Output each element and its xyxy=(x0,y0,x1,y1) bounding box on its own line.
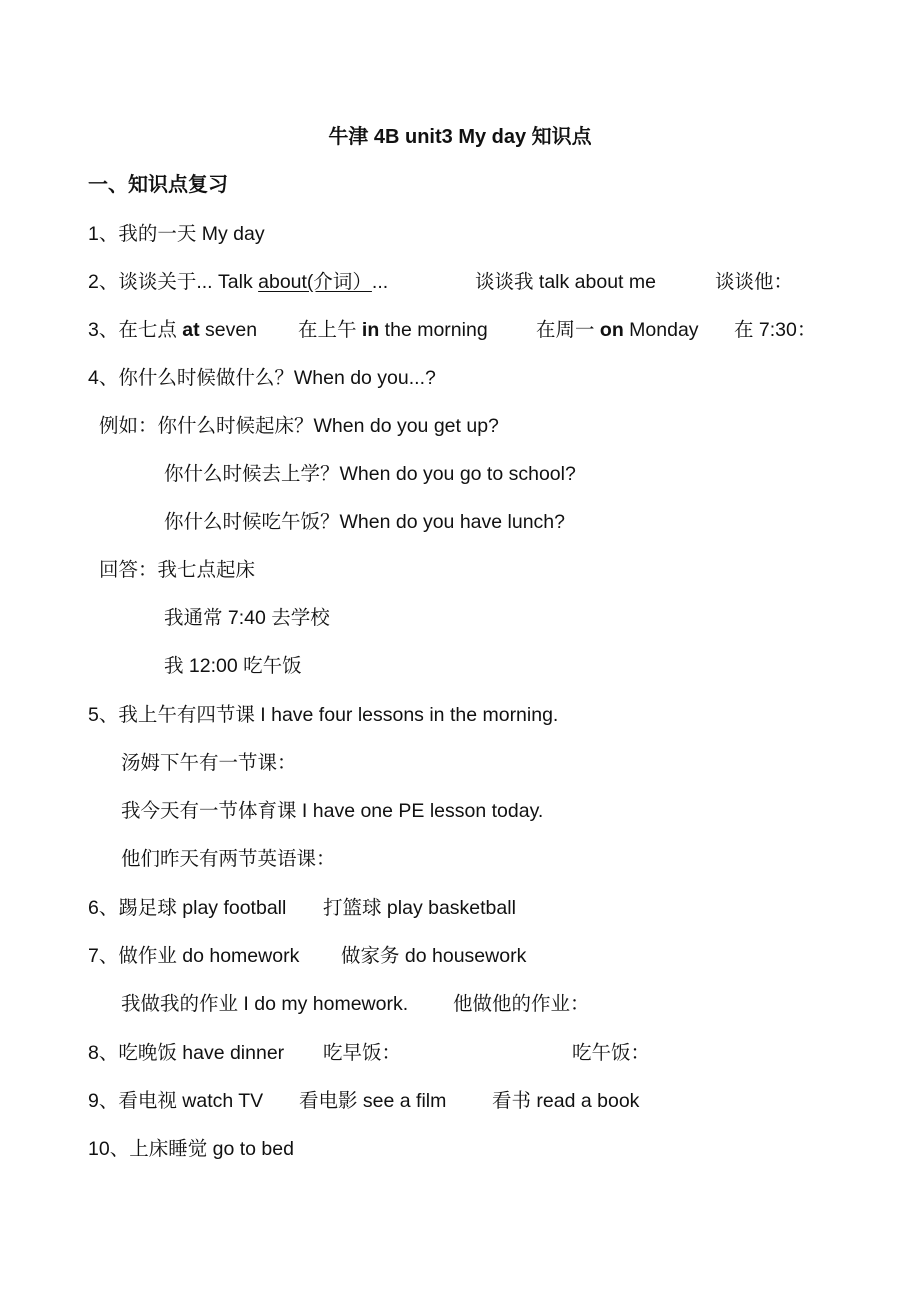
item-4-example-3: 你什么时候吃午饭？When do you have lunch? xyxy=(164,511,565,533)
item-5-line-2: 汤姆下午有一节课： xyxy=(121,752,297,774)
item-3-text-c: seven xyxy=(199,319,258,341)
item-9-part-c: 看书 read a book xyxy=(492,1090,640,1112)
item-3-text-g: 在周一 xyxy=(536,319,600,341)
item-5-line-4: 他们昨天有两节英语课： xyxy=(121,848,336,870)
item-4-answer-3: 我 12:00 吃午饭 xyxy=(164,655,302,677)
item-3-bold-at: at xyxy=(182,319,200,341)
item-2-part-a xyxy=(88,269,388,295)
item-2-part-d: 谈谈我 talk about me xyxy=(475,271,656,293)
item-5-line-3: 我今天有一节体育课 I have one PE lesson today. xyxy=(121,800,544,822)
item-6-part-b: 打篮球 play basketball xyxy=(323,897,516,919)
item-3-part-g xyxy=(536,317,699,343)
item-10: 10、上床睡觉 go to bed xyxy=(88,1138,294,1160)
item-3-part-d xyxy=(298,317,488,343)
item-4-answer-2: 我通常 7:40 去学校 xyxy=(164,607,330,629)
item-2-text-c: ... xyxy=(371,271,389,293)
item-7-part-a: 7、做作业 do homework xyxy=(88,945,300,967)
item-8-part-b: 吃早饭： xyxy=(323,1042,402,1064)
item-2-part-e: 谈谈他： xyxy=(715,271,794,293)
item-9-part-b: 看电影 see a film xyxy=(299,1090,447,1112)
item-3-text-d: 在上午 xyxy=(298,319,362,341)
item-9-part-a: 9、看电视 watch TV xyxy=(88,1090,264,1112)
item-1: 1、我的一天 My day xyxy=(88,223,265,245)
item-3-text-a: 3、在七点 xyxy=(88,319,183,341)
item-3-bold-in: in xyxy=(361,319,380,341)
item-3-text-i: Monday xyxy=(623,319,699,341)
item-7-part-d: 他做他的作业： xyxy=(453,993,590,1015)
item-8-part-a: 8、吃晚饭 have dinner xyxy=(88,1042,285,1064)
item-5-line-1: 5、我上午有四节课 I have four lessons in the morning. xyxy=(88,704,559,726)
item-6-part-a: 6、踢足球 play football xyxy=(88,897,287,919)
document-title: 牛津 4B unit3 My day 知识点 xyxy=(328,126,592,148)
item-4-answer-1: 回答：我七点起床 xyxy=(99,559,256,581)
item-4-example-1: 例如：你什么时候起床？When do you get up? xyxy=(99,415,499,437)
item-4-question: 4、你什么时候做什么？When do you...? xyxy=(88,367,436,389)
item-3-part-a xyxy=(88,317,257,343)
item-7-part-b: 做家务 do housework xyxy=(341,945,527,967)
item-2-text-a: 2、谈谈关于... Talk xyxy=(88,271,259,293)
item-7-part-c: 我做我的作业 I do my homework. xyxy=(121,993,409,1015)
item-3-part-j: 在 7:30： xyxy=(734,319,817,341)
item-3-bold-on: on xyxy=(599,319,624,341)
item-3-text-f: the morning xyxy=(379,319,488,341)
item-8-part-c: 吃午饭： xyxy=(572,1042,651,1064)
item-4-example-2: 你什么时候去上学？When do you go to school? xyxy=(164,463,576,485)
item-2-underlined: about(介词） xyxy=(258,271,372,293)
section-heading: 一、知识点复习 xyxy=(88,174,228,196)
